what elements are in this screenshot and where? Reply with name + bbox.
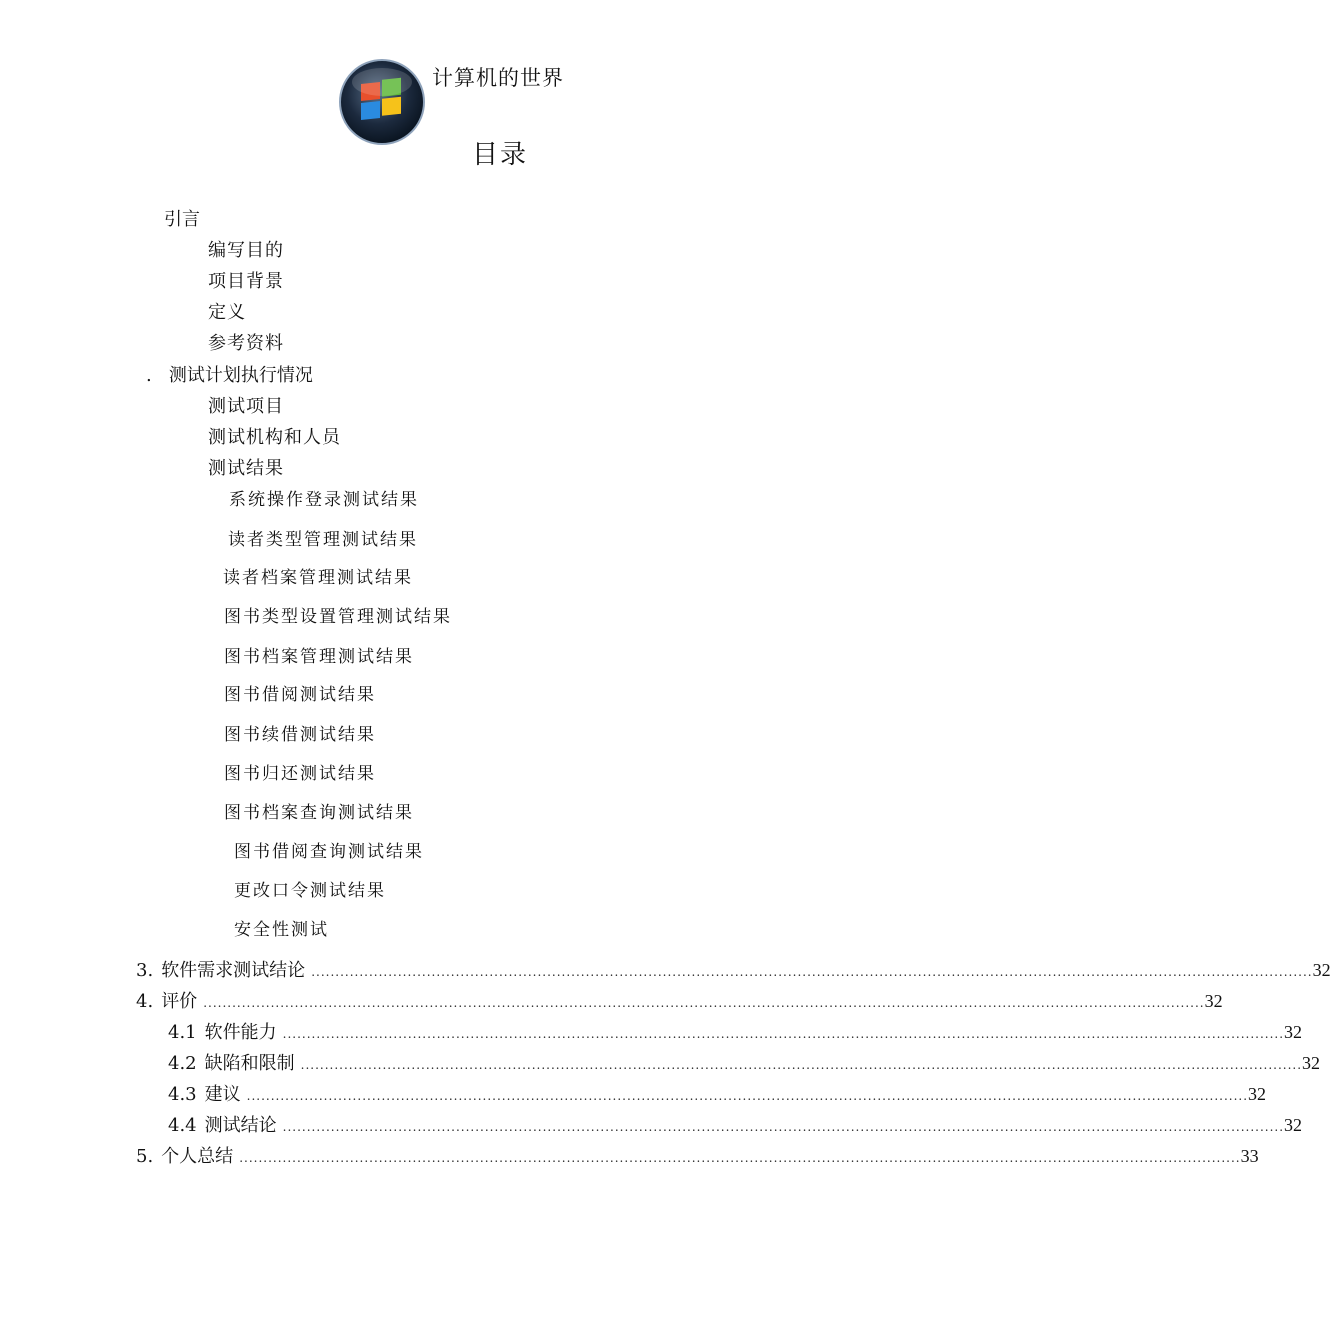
toc-entry[interactable]: 项目背景	[208, 271, 284, 292]
toc-entry[interactable]: 图书续借测试结果	[224, 725, 376, 745]
toc-page-number: 33	[1240, 1146, 1259, 1166]
toc-text: 个人总结	[161, 1146, 234, 1167]
toc-dotted-entry[interactable]	[168, 1083, 1267, 1107]
toc-entry[interactable]: 测试项目	[208, 396, 284, 417]
toc-number: 4.4	[168, 1115, 197, 1136]
toc-text: 建议	[204, 1084, 241, 1105]
toc-entry[interactable]: 测试结果	[208, 458, 284, 479]
toc-entry[interactable]: 引言	[164, 209, 200, 230]
toc-entry[interactable]: 图书档案查询测试结果	[224, 803, 414, 823]
toc-entry[interactable]: 读者档案管理测试结果	[223, 568, 413, 588]
toc-dotted-entry[interactable]	[168, 1021, 1303, 1045]
toc-entry[interactable]: 系统操作登录测试结果	[229, 490, 419, 510]
toc-page-number: 32	[1302, 1053, 1321, 1073]
toc-page-number: 32	[1284, 1115, 1303, 1135]
toc-number: 4.1	[168, 1022, 197, 1043]
toc-page-number: 32	[1248, 1084, 1267, 1104]
toc-entry[interactable]: 安全性测试	[234, 920, 329, 940]
toc-number: 4.	[136, 991, 154, 1012]
toc-entry[interactable]: 参考资料	[208, 333, 284, 354]
toc-page-number: 32	[1284, 1022, 1303, 1042]
toc-entry[interactable]: 图书借阅查询测试结果	[234, 842, 424, 862]
toc-entry[interactable]: 图书归还测试结果	[224, 764, 376, 784]
toc-number: 4.2	[168, 1053, 197, 1074]
toc-entry[interactable]: 图书借阅测试结果	[224, 685, 376, 705]
toc-number: 4.3	[168, 1084, 197, 1105]
toc-dotted-entry[interactable]	[136, 1145, 1259, 1169]
toc-entry[interactable]: 编写目的	[208, 240, 284, 261]
toc-title: 目录	[472, 140, 529, 170]
dot-leader: ................................................................................................................................................................................................................	[282, 1120, 1285, 1134]
dot-leader: ................................................................................................................................................................................................................	[203, 996, 1205, 1010]
toc-dotted-entry[interactable]	[168, 1114, 1303, 1138]
dot-leader: ................................................................................................................................................................................................................	[239, 1151, 1241, 1165]
toc-text: 软件需求测试结论	[161, 960, 306, 981]
toc-entry[interactable]: . 测试计划执行情况	[146, 365, 313, 386]
toc-text: 缺陷和限制	[204, 1053, 295, 1074]
toc-entry[interactable]: 定义	[208, 302, 246, 323]
site-title: 计算机的世界	[432, 66, 564, 90]
toc-entry[interactable]: 图书类型设置管理测试结果	[224, 607, 452, 627]
dot-leader: ................................................................................................................................................................................................................	[311, 965, 1313, 979]
toc-entry[interactable]: 测试机构和人员	[208, 427, 341, 448]
toc-page-number: 32	[1204, 991, 1223, 1011]
toc-dotted-entry[interactable]	[136, 990, 1223, 1014]
toc-dotted-entry[interactable]	[136, 959, 1331, 983]
toc-text: 评价	[161, 991, 198, 1012]
toc-page-number: 32	[1312, 960, 1331, 980]
toc-entry[interactable]: 读者类型管理测试结果	[228, 530, 418, 550]
dot-leader: ................................................................................................................................................................................................................	[300, 1058, 1303, 1072]
toc-number: 3.	[136, 960, 154, 981]
toc-text: 测试结论	[204, 1115, 277, 1136]
dot-leader: ................................................................................................................................................................................................................	[282, 1027, 1285, 1041]
windows-logo-icon	[338, 58, 426, 150]
toc-number: 5.	[136, 1146, 154, 1167]
toc-text: 软件能力	[204, 1022, 277, 1043]
toc-entry[interactable]: 图书档案管理测试结果	[224, 647, 414, 667]
dot-leader: ................................................................................................................................................................................................................	[246, 1089, 1249, 1103]
toc-dotted-entry[interactable]	[168, 1052, 1321, 1076]
toc-entry[interactable]: 更改口令测试结果	[234, 881, 386, 901]
